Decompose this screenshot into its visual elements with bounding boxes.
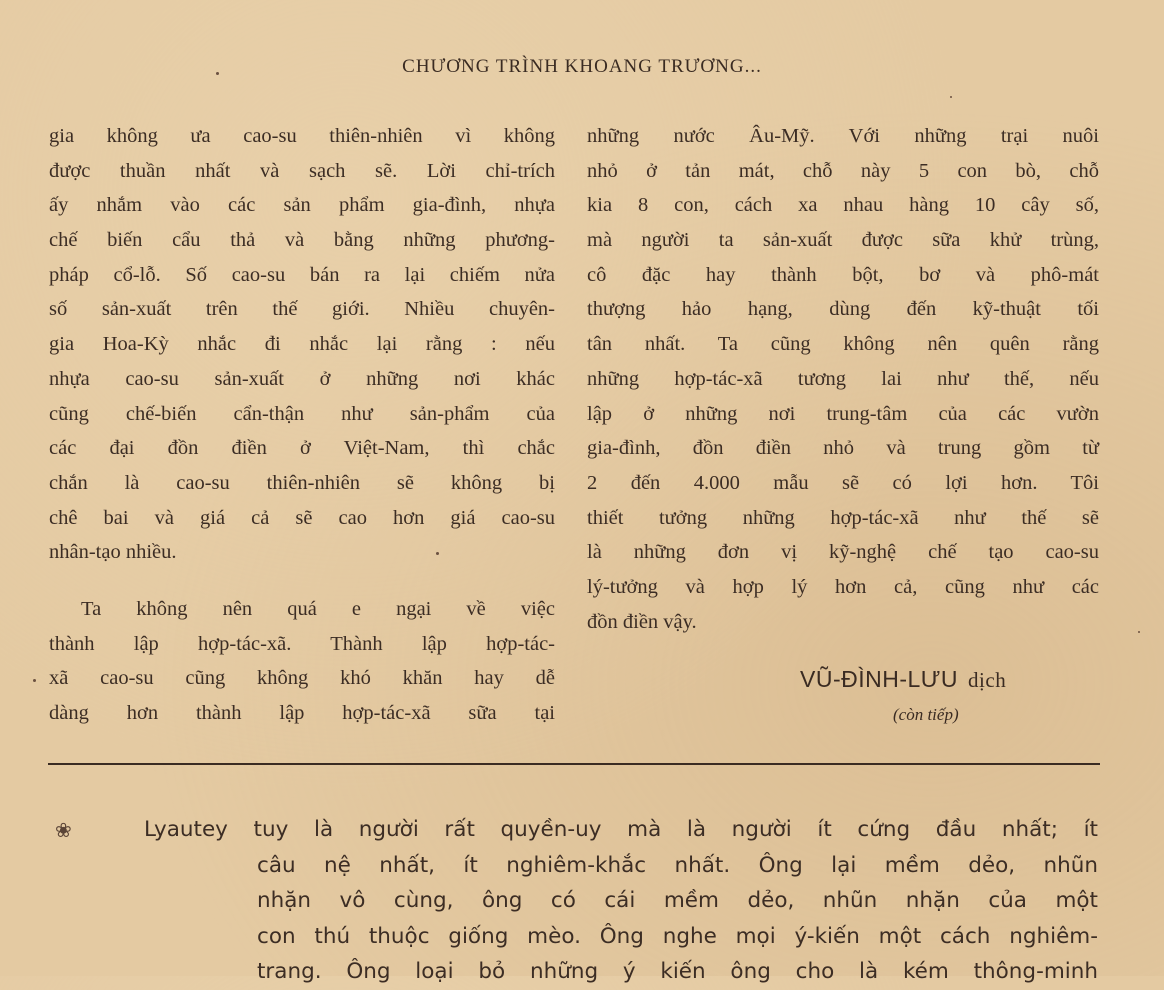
text-line: những hợp-tác-xã tương lai như thế, nếu: [587, 367, 1099, 390]
text-line: gia không ưa cao-su thiên-nhiên vì không: [49, 125, 555, 147]
text-line: mà người ta sản-xuất được sữa khử trùng,: [587, 229, 1099, 252]
text-line: 2 đến 4.000 mẫu sẽ có lợi hơn. Tôi: [587, 471, 1099, 494]
text-line: gia Hoa-Kỳ nhắc đi nhắc lại rằng : nếu: [49, 333, 555, 356]
text-line: pháp cổ-lỗ. Số cao-su bán ra lại chiếm nửa: [49, 263, 555, 286]
text-line: cô đặc hay thành bột, bơ và phô-mát: [587, 263, 1099, 286]
flower-bullet-icon: ❀: [55, 820, 72, 842]
text-line: chê bai và giá cả sẽ cao hơn giá cao-su: [49, 506, 555, 529]
text-line: gia-đình, đồn điền nhỏ và trung gồm từ: [587, 437, 1099, 460]
text-line: các đại đồn điền ở Việt-Nam, thì chắc: [49, 437, 555, 460]
quote-line: trang. Ông loại bỏ những ý kiến ông cho là kém thông-minh: [257, 959, 1098, 984]
paper-speck: [950, 96, 952, 98]
quote-line: Lyautey tuy là người rất quyền-uy mà là người ít cứng đầu nhất; ít: [144, 817, 1098, 842]
text-line: lập ở những nơi trung-tâm của các vườn: [587, 402, 1099, 425]
text-line: chắn là cao-su thiên-nhiên sẽ không bị: [49, 471, 555, 494]
quote-line: con thú thuộc giống mèo. Ông nghe mọi ý-kiến một cách nghiêm-: [257, 923, 1098, 949]
text-line: lý-tưởng và hợp lý hơn cả, cũng như các: [587, 575, 1099, 598]
text-line: chế biến cẩu thả và bằng những phương-: [49, 229, 555, 252]
text-line: kia 8 con, cách xa nhau hàng 10 cây số,: [587, 194, 1099, 217]
text-line: thành lập hợp-tác-xã. Thành lập hợp-tác-: [49, 632, 555, 655]
quote-line: nhặn vô cùng, ông có cái mềm dẻo, nhũn nhặn của một: [257, 888, 1098, 913]
text-line: nhỏ ở tản mát, chỗ này 5 con bò, chỗ: [587, 159, 1099, 182]
quote-first-line: [144, 812, 1098, 848]
text-line: ấy nhắm vào các sản phẩm gia-đình, nhựa: [49, 194, 555, 217]
paper-speck: [1138, 631, 1140, 633]
text-line: thiết tưởng những hợp-tác-xã như thế sẽ: [587, 506, 1099, 529]
article-right-column: [587, 119, 1099, 639]
quote-line: câu nệ nhất, ít nghiêm-khắc nhất. Ông lại mềm dẻo, nhũn: [257, 852, 1098, 878]
text-line: dàng hơn thành lập hợp-tác-xã sữa tại: [49, 702, 555, 724]
text-line: nhựa cao-su sản-xuất ở những nơi khác: [49, 367, 555, 390]
author-name: VŨ-ĐÌNH-LƯU: [800, 666, 959, 692]
quote-continuation: [257, 848, 1098, 990]
paper-speck: [436, 552, 439, 555]
paper-speck: [33, 679, 36, 682]
running-header: CHƯƠNG TRÌNH KHOANG TRƯƠNG...: [402, 56, 762, 77]
text-line: là những đơn vị kỹ-nghệ chế tạo cao-su: [587, 541, 1099, 564]
text-line: đồn điền vậy.: [587, 610, 697, 633]
paper-speck: [216, 72, 219, 75]
author-byline: [800, 666, 1006, 693]
continued-note: (còn tiếp): [893, 705, 959, 724]
text-line: số sản-xuất trên thế giới. Nhiều chuyên-: [49, 298, 555, 321]
text-line: những nước Âu-Mỹ. Với những trại nuôi: [587, 125, 1099, 147]
text-line: được thuần nhất và sạch sẽ. Lời chỉ-trích: [49, 159, 555, 182]
article-left-column: [49, 119, 555, 731]
section-divider: [48, 763, 1100, 765]
paragraph-gap: [49, 570, 555, 592]
text-line: tân nhất. Ta cũng không nên quên rằng: [587, 333, 1099, 356]
text-line: thượng hảo hạng, dùng đến kỹ-thuật tối: [587, 298, 1099, 321]
text-line: xã cao-su cũng không khó khăn hay dễ: [49, 667, 555, 690]
text-line: nhân-tạo nhiều.: [49, 541, 177, 564]
text-line: Ta không nên quá e ngại về việc: [81, 597, 555, 620]
text-line: cũng chế-biến cẩn-thận như sản-phẩm của: [49, 402, 555, 425]
translator-suffix: dịch: [968, 668, 1007, 692]
